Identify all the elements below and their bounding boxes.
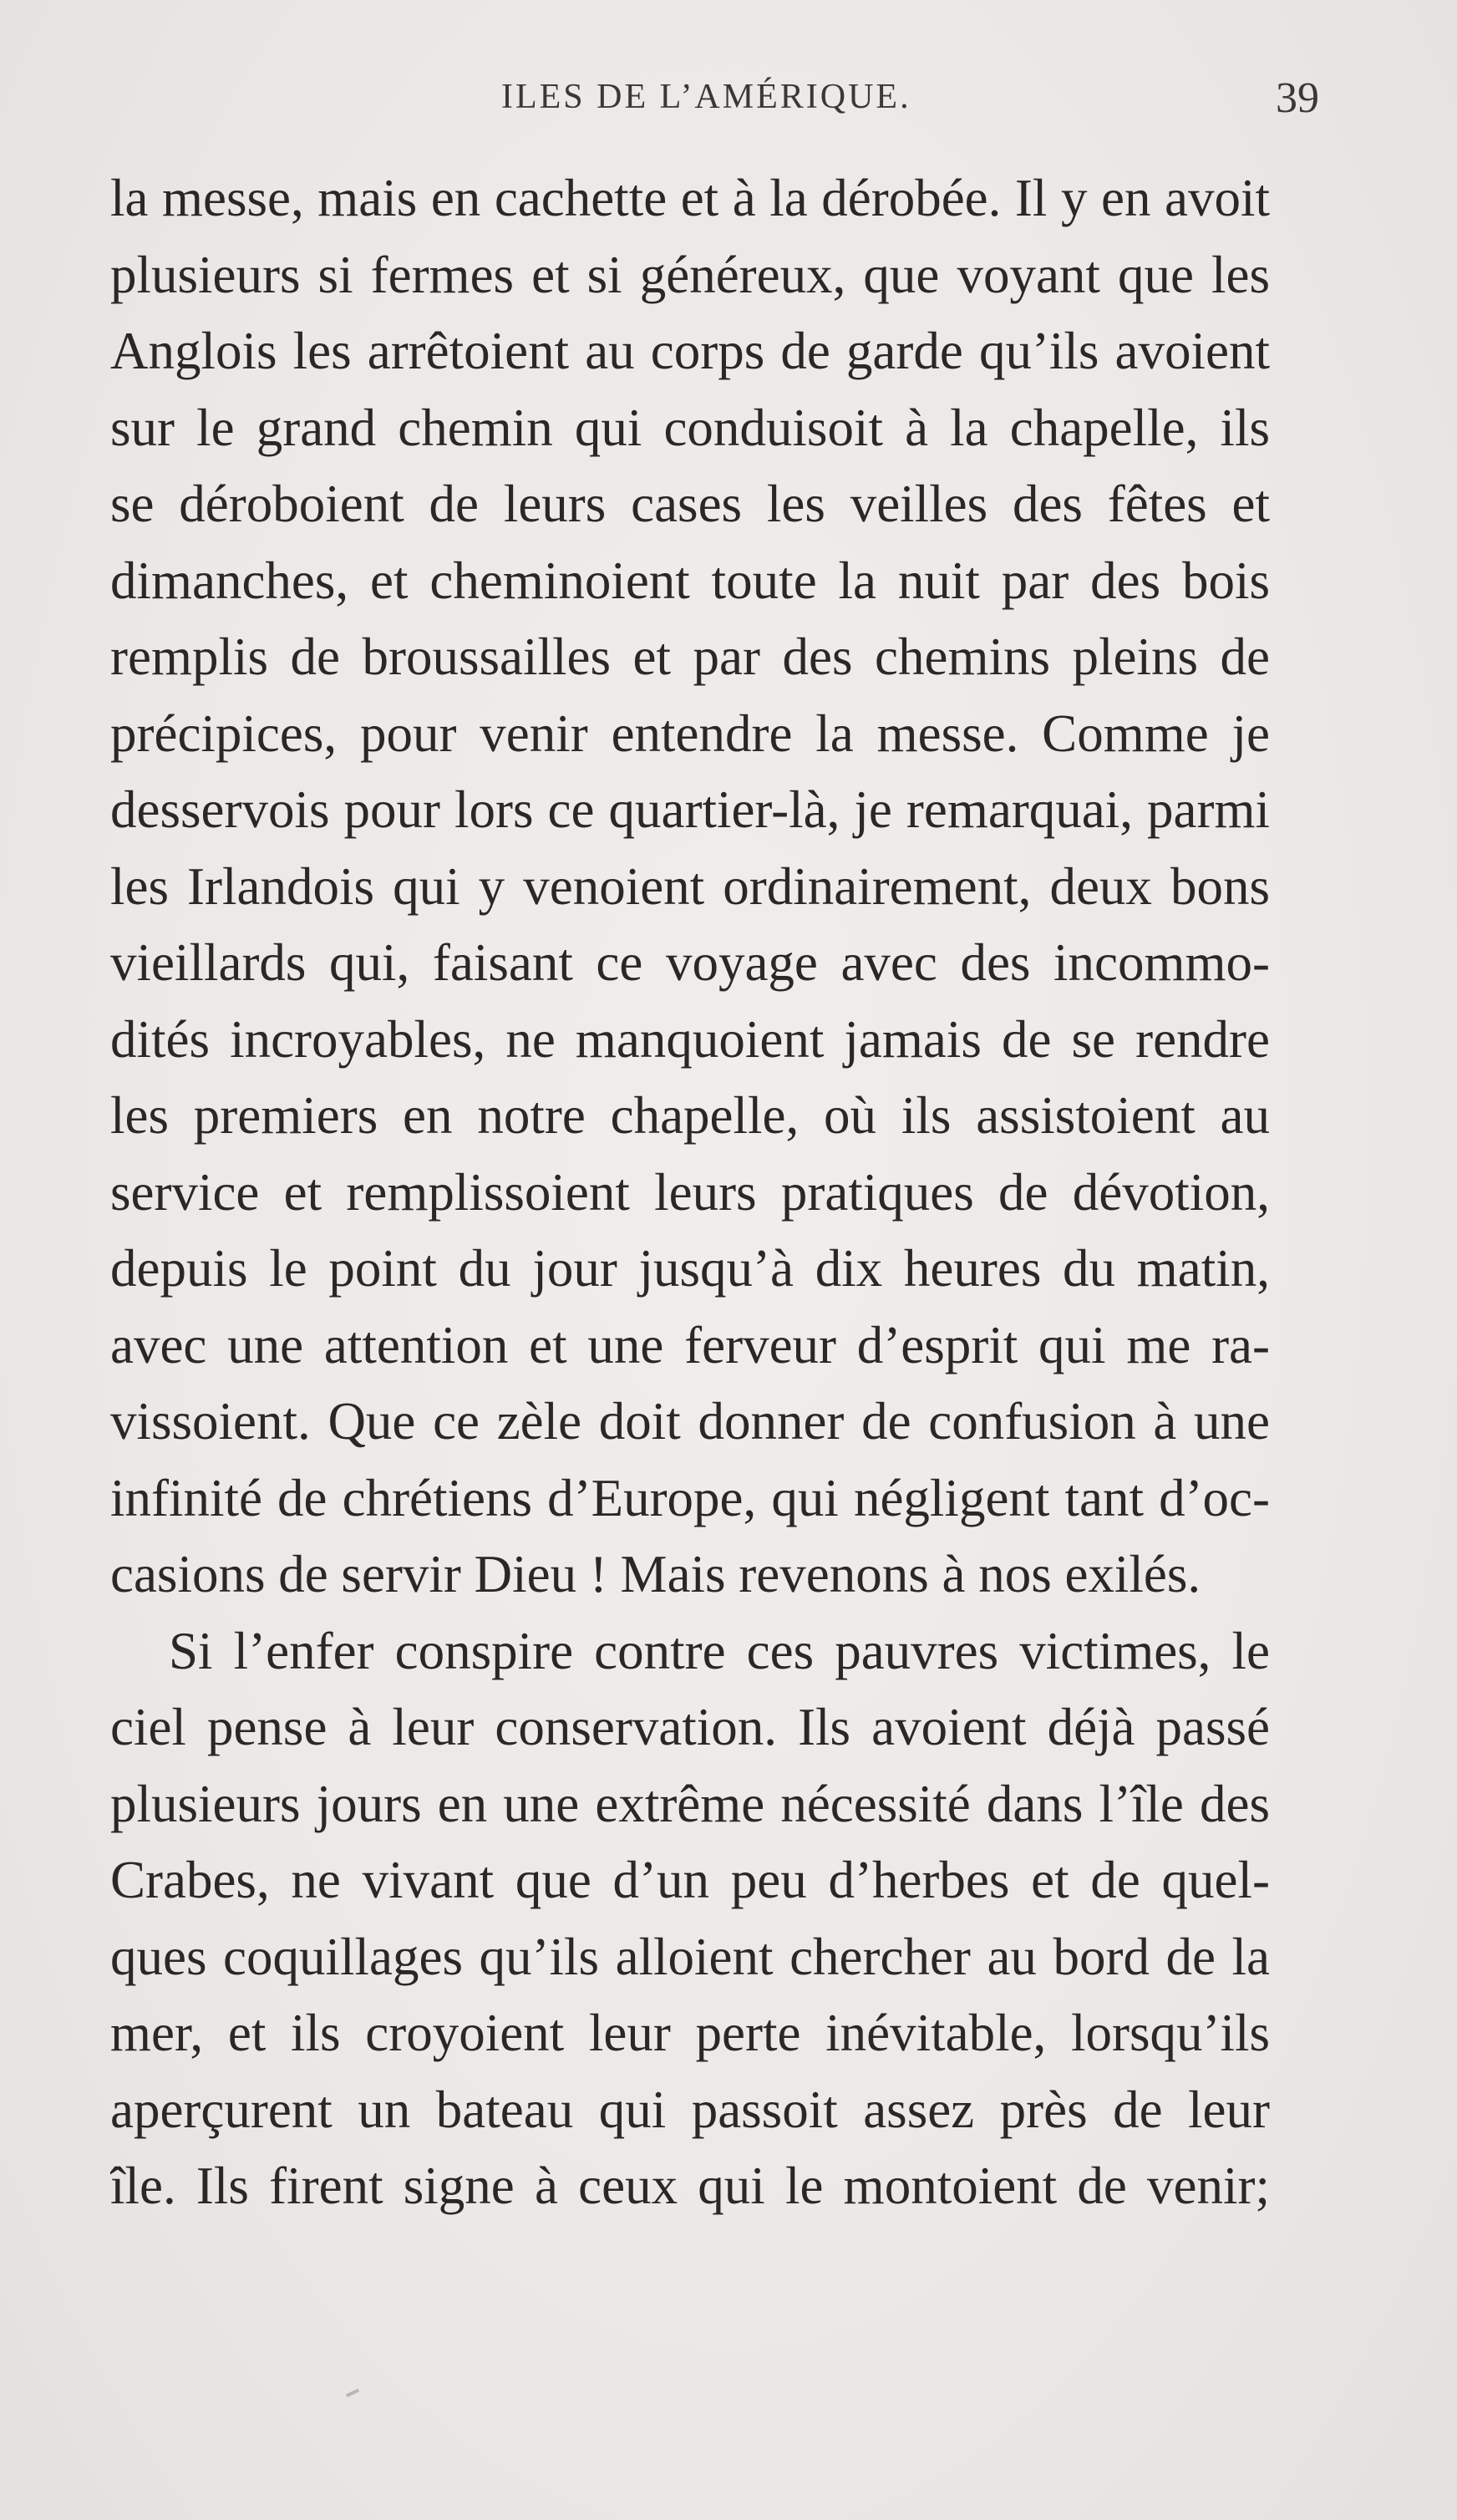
page-number: 39 [1276, 74, 1319, 122]
running-title: ILES DE L’AMÉRIQUE. [501, 78, 911, 116]
text-line: remplis de broussailles et par des chemins pleins de [110, 627, 1270, 686]
text-line: sur le grand chemin qui conduisoit à la chapelle, ils [110, 398, 1270, 457]
text-line: casions de servir Dieu ! Mais revenons à nos exilés. [110, 1545, 1201, 1603]
text-line: Crabes, ne vivant que d’un peu d’herbes et de quel- [110, 1851, 1270, 1909]
text-line: plusieurs si fermes et si généreux, que voyant que les [110, 245, 1270, 304]
text-line: vissoient. Que ce zèle doit donner de confusion à une [110, 1392, 1270, 1451]
text-line: les Irlandois qui y venoient ordinairement, deux bons [110, 856, 1270, 916]
text-line: dités incroyables, ne manquoient jamais de se rendre [110, 1009, 1270, 1069]
text-line: avec une attention et une ferveur d’esprit qui me ra- [110, 1315, 1270, 1374]
text-line: île. Ils firent signe à ceux qui le montoient de venir; [110, 2157, 1270, 2215]
text-line: infinité de chrétiens d’Europe, qui négligent tant d’oc- [110, 1468, 1270, 1527]
text-line: depuis le point du jour jusqu’à dix heures du matin, [110, 1239, 1270, 1298]
text-line: les premiers en notre chapelle, où ils assistoient au [110, 1086, 1270, 1145]
text-line: desservois pour lors ce quartier-là, je remarquai, parmi [110, 780, 1270, 839]
text-line: la messe, mais en cachette et à la dérobée. Il y en avoit [110, 169, 1270, 227]
text-line: dimanches, et cheminoient toute la nuit par des bois [110, 551, 1270, 610]
paper-speck [346, 2389, 359, 2397]
text-line: mer, et ils croyoient leur perte inévitable, lorsqu’ils [110, 2004, 1270, 2062]
paragraph-start-line: Si l’enfer conspire contre ces pauvres victimes, le [169, 1621, 1270, 1680]
running-head [0, 74, 1457, 135]
text-line: vieillards qui, faisant ce voyage avec des incommo- [110, 933, 1270, 992]
body-text [110, 160, 1270, 2225]
text-line: aperçurent un bateau qui passoit assez près de leur [110, 2080, 1270, 2139]
text-line: plusieurs jours en une extrême nécessité dans l’île des [110, 1774, 1270, 1833]
text-line: précipices, pour venir entendre la messe. Comme je [110, 704, 1270, 763]
text-line: ques coquillages qu’ils alloient chercher au bord de la [110, 1927, 1270, 1986]
text-line: Anglois les arrêtoient au corps de garde qu’ils avoient [110, 322, 1270, 380]
text-line: se déroboient de leurs cases les veilles des fêtes et [110, 475, 1270, 533]
text-line: ciel pense à leur conservation. Ils avoient déjà passé [110, 1698, 1270, 1756]
text-line: service et remplissoient leurs pratiques de dévotion, [110, 1162, 1270, 1222]
